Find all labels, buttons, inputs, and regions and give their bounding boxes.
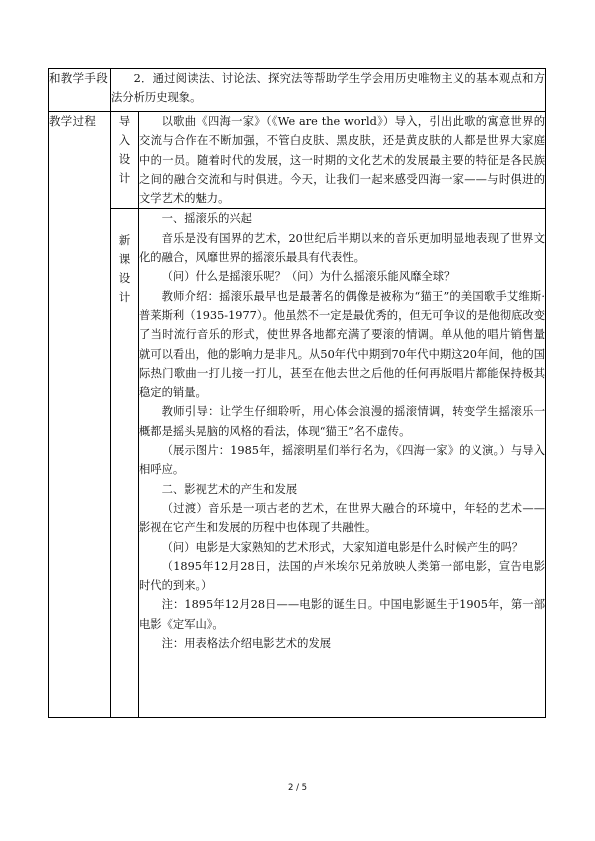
- intro-row: [49, 112, 546, 209]
- lesson-paragraph: 音乐是没有国界的艺术，20世纪后半期以来的音乐更加明显地表现了世界文化的融合，风靡世界的摇滚乐最具有代表性。: [139, 231, 545, 265]
- teaching-methods-text: 2．通过阅读法、讨论法、探究法等帮助学生学会用历史唯物主义的基本观点和方法分析历史现象。: [111, 72, 545, 105]
- lesson-paragraph: （问）电影是大家熟知的艺术形式，大家知道电影是什么时候产生的吗？: [161, 540, 524, 554]
- lesson-paragraph: （展示图片：1985年，摇滚明星们举行名为，《四海一家》的义演。）与导入相呼应。: [139, 444, 545, 477]
- new-lesson-row: [49, 209, 546, 718]
- section-heading-rock: 一、摇滚乐的兴起: [161, 212, 252, 226]
- lesson-paragraph: （1895年12月28日，法国的卢米埃尔兄弟放映人类第一部电影，宣告电影时代的到来。）: [139, 559, 545, 593]
- teaching-methods-content: [111, 69, 546, 112]
- intro-design-label: 导 入 设 计: [111, 112, 139, 209]
- section-heading-film: 二、影视艺术的产生和发展: [161, 482, 298, 496]
- teaching-methods-row: [49, 69, 546, 112]
- lesson-paragraph: 教师介绍：摇滚乐最早也是最著名的偶像是被称为“猫王”的美国歌手艾维斯·普莱斯利（1935-1977）。他虽然不一定是最优秀的，但无可争议的是他彻底改变了当时流行音乐的形式，使世界各地都充满了要滚的情调。单从他的唱片销售量就可以看出，他的影响力是非凡。从50年代中期到70年代中期这20年间，他的国际热门歌曲一打儿接一打儿，甚至在他去世之后他的任何再版唱片都能保持极其稳定的销量。: [139, 289, 545, 400]
- intro-paragraph: 以歌曲《四海一家》（《We are the world》）导入，引出此歌的寓意世界的交流与合作在不断加强，不管白皮肤、黑皮肤，还是黄皮肤的人都是世界大家庭中的一员。随着时代的发展，这一时期的文化艺术的发展最主要的特征是各民族之间的融合交流和与时俱进。今天，让我们一起来感受四海一家——与时俱进的文学艺术的魅力。: [139, 115, 545, 206]
- new-lesson-design-label: 新 课 设 计: [111, 209, 139, 718]
- lesson-paragraph: （过渡）音乐是一项古老的艺术，在世界大融合的环境中，年轻的艺术——影视在它产生和发展的历程中也体现了共融性。: [139, 501, 545, 535]
- lesson-paragraph: 教师引导：让学生仔细聆听，用心体会浪漫的摇滚情调，转变学生摇滚乐一概都是摇头晃脑的风格的看法，体现“猫王”名不虚传。: [139, 405, 545, 438]
- intro-design-content: [139, 112, 546, 209]
- new-lesson-design-content: [139, 209, 546, 718]
- lesson-paragraph: 注：用表格法介绍电影艺术的发展: [161, 637, 332, 651]
- lesson-paragraph: 注：1895年12月28日——电影的诞生日。中国电影诞生于1905年，第一部电影《定军山》。: [139, 598, 545, 631]
- lesson-paragraph: （问）什么是摇滚乐呢？（问）为什么摇滚乐能风靡全球？: [161, 270, 456, 284]
- teaching-methods-label: 和教学手段: [49, 69, 111, 112]
- teaching-process-label: 教学过程: [49, 112, 111, 718]
- lesson-plan-table: [48, 68, 546, 718]
- page-number: 2 / 5: [287, 783, 308, 793]
